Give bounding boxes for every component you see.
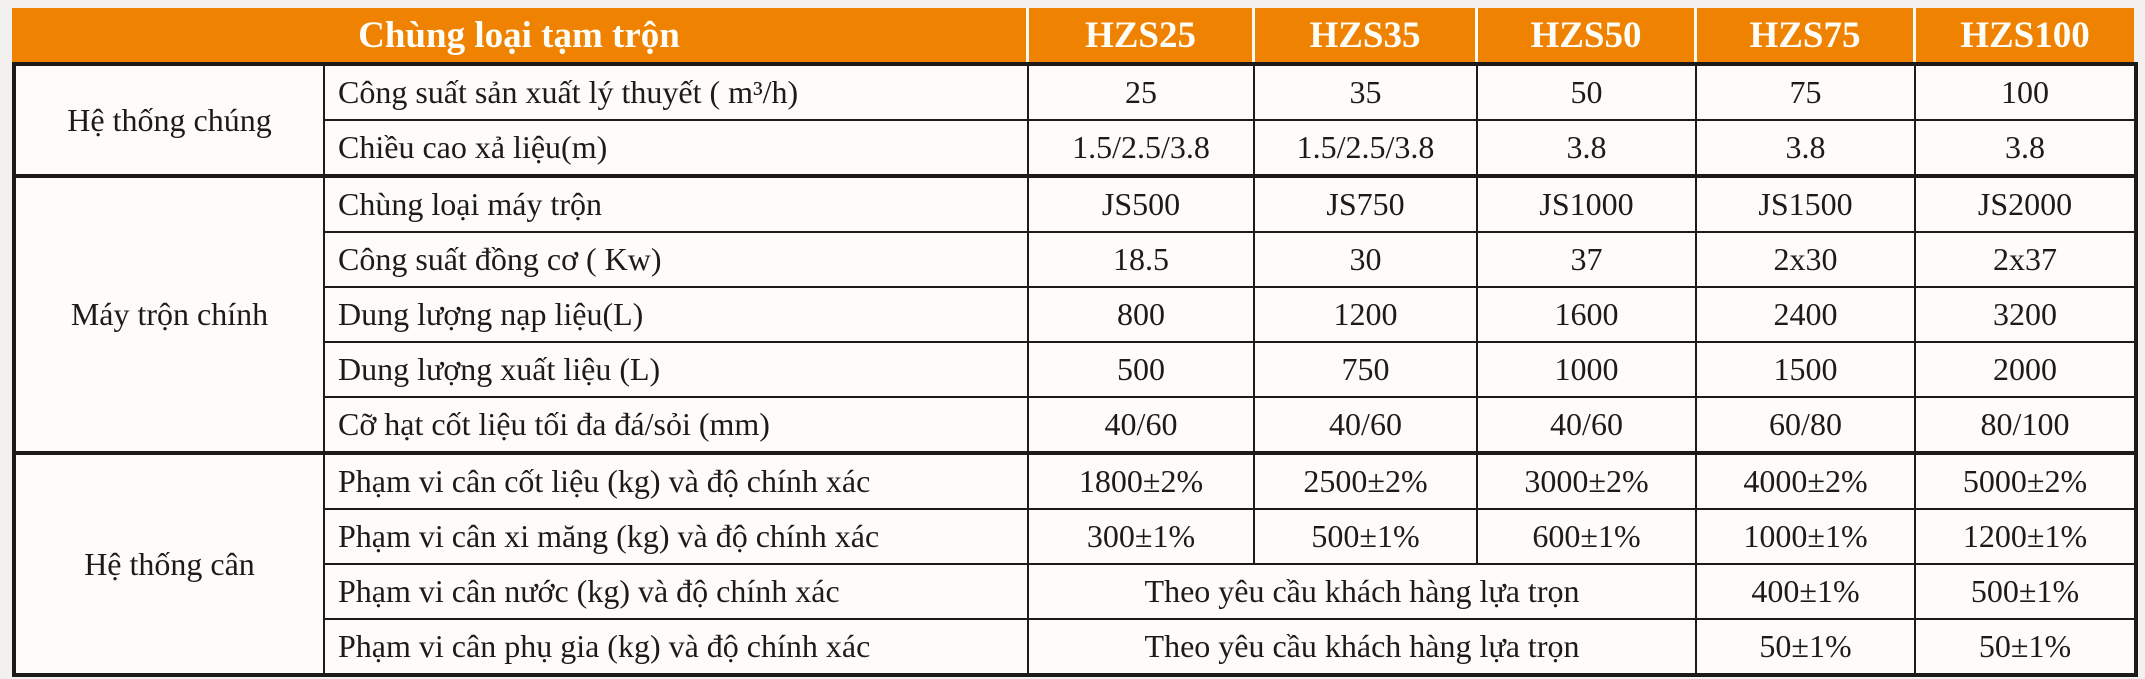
table-row: [14, 397, 2136, 453]
value-cell: 75: [1696, 64, 1915, 120]
value-cell: 2400: [1696, 287, 1915, 342]
value-cell: 50: [1477, 64, 1696, 120]
group-label-main-mixer: Máy trộn chính: [14, 176, 324, 453]
merged-note-cell: Theo yêu cầu khách hàng lựa trọn: [1028, 619, 1696, 675]
value-cell: 1000±1%: [1696, 509, 1915, 564]
group-label-general-system: Hệ thống chúng: [14, 64, 324, 176]
merged-note-cell: Theo yêu cầu khách hàng lựa trọn: [1028, 564, 1696, 619]
spec-label: Dung lượng nạp liệu(L): [324, 287, 1028, 342]
value-cell: 25: [1028, 64, 1254, 120]
value-cell: 2x37: [1915, 232, 2136, 287]
spec-label: Công suất sản xuất lý thuyết ( m³/h): [324, 64, 1028, 120]
value-cell: 50±1%: [1915, 619, 2136, 675]
value-cell: 1600: [1477, 287, 1696, 342]
value-cell: 1000: [1477, 342, 1696, 397]
value-cell: 500±1%: [1915, 564, 2136, 619]
value-cell: JS1000: [1477, 176, 1696, 232]
spec-label: Chùng loại máy trộn: [324, 176, 1028, 232]
value-cell: 1800±2%: [1028, 453, 1254, 509]
spec-body-table: [12, 62, 2138, 677]
model-header-hzs75: HZS75: [1694, 8, 1913, 62]
value-cell: 60/80: [1696, 397, 1915, 453]
value-cell: 3.8: [1915, 120, 2136, 176]
spec-label: Phạm vi cân phụ gia (kg) và độ chính xác: [324, 619, 1028, 675]
value-cell: 40/60: [1028, 397, 1254, 453]
group-label-weighing-system: Hệ thống cân: [14, 453, 324, 675]
value-cell: 1500: [1696, 342, 1915, 397]
table-row: [14, 509, 2136, 564]
value-cell: 50±1%: [1696, 619, 1915, 675]
table-row: [14, 64, 2136, 120]
value-cell: 3.8: [1696, 120, 1915, 176]
value-cell: 30: [1254, 232, 1477, 287]
table-header-row: [12, 8, 2134, 62]
value-cell: 800: [1028, 287, 1254, 342]
table-row: [14, 564, 2136, 619]
value-cell: 35: [1254, 64, 1477, 120]
table-row: [14, 342, 2136, 397]
value-cell: 3000±2%: [1477, 453, 1696, 509]
value-cell: 400±1%: [1696, 564, 1915, 619]
value-cell: 37: [1477, 232, 1696, 287]
table-title: Chùng loại tạm trộn: [358, 14, 680, 56]
value-cell: 500±1%: [1254, 509, 1477, 564]
value-cell: 2x30: [1696, 232, 1915, 287]
value-cell: 3.8: [1477, 120, 1696, 176]
value-cell: 300±1%: [1028, 509, 1254, 564]
table-row: [14, 619, 2136, 675]
spec-label: Phạm vi cân xi măng (kg) và độ chính xác: [324, 509, 1028, 564]
table-row: [14, 287, 2136, 342]
value-cell: JS2000: [1915, 176, 2136, 232]
spec-label: Công suất đồng cơ ( Kw): [324, 232, 1028, 287]
value-cell: JS1500: [1696, 176, 1915, 232]
value-cell: 40/60: [1254, 397, 1477, 453]
model-header-hzs25: HZS25: [1026, 8, 1252, 62]
value-cell: 80/100: [1915, 397, 2136, 453]
spec-label: Phạm vi cân cốt liệu (kg) và độ chính xác: [324, 453, 1028, 509]
value-cell: 1.5/2.5/3.8: [1028, 120, 1254, 176]
value-cell: JS750: [1254, 176, 1477, 232]
value-cell: 100: [1915, 64, 2136, 120]
value-cell: 18.5: [1028, 232, 1254, 287]
value-cell: 4000±2%: [1696, 453, 1915, 509]
value-cell: 2000: [1915, 342, 2136, 397]
value-cell: 2500±2%: [1254, 453, 1477, 509]
spec-label: Phạm vi cân nước (kg) và độ chính xác: [324, 564, 1028, 619]
value-cell: JS500: [1028, 176, 1254, 232]
model-header-hzs50: HZS50: [1475, 8, 1694, 62]
model-header-hzs35: HZS35: [1252, 8, 1475, 62]
value-cell: 1200: [1254, 287, 1477, 342]
value-cell: 3200: [1915, 287, 2136, 342]
model-header-hzs100: HZS100: [1913, 8, 2134, 62]
table-row: [14, 120, 2136, 176]
table-row: [14, 176, 2136, 232]
spec-label: Dung lượng xuất liệu (L): [324, 342, 1028, 397]
value-cell: 750: [1254, 342, 1477, 397]
value-cell: 600±1%: [1477, 509, 1696, 564]
table-row: [14, 453, 2136, 509]
spec-label: Chiều cao xả liệu(m): [324, 120, 1028, 176]
value-cell: 1.5/2.5/3.8: [1254, 120, 1477, 176]
spec-label: Cỡ hạt cốt liệu tối đa đá/sỏi (mm): [324, 397, 1028, 453]
value-cell: 1200±1%: [1915, 509, 2136, 564]
table-row: [14, 232, 2136, 287]
value-cell: 40/60: [1477, 397, 1696, 453]
value-cell: 500: [1028, 342, 1254, 397]
spec-table: [12, 8, 2134, 677]
value-cell: 5000±2%: [1915, 453, 2136, 509]
